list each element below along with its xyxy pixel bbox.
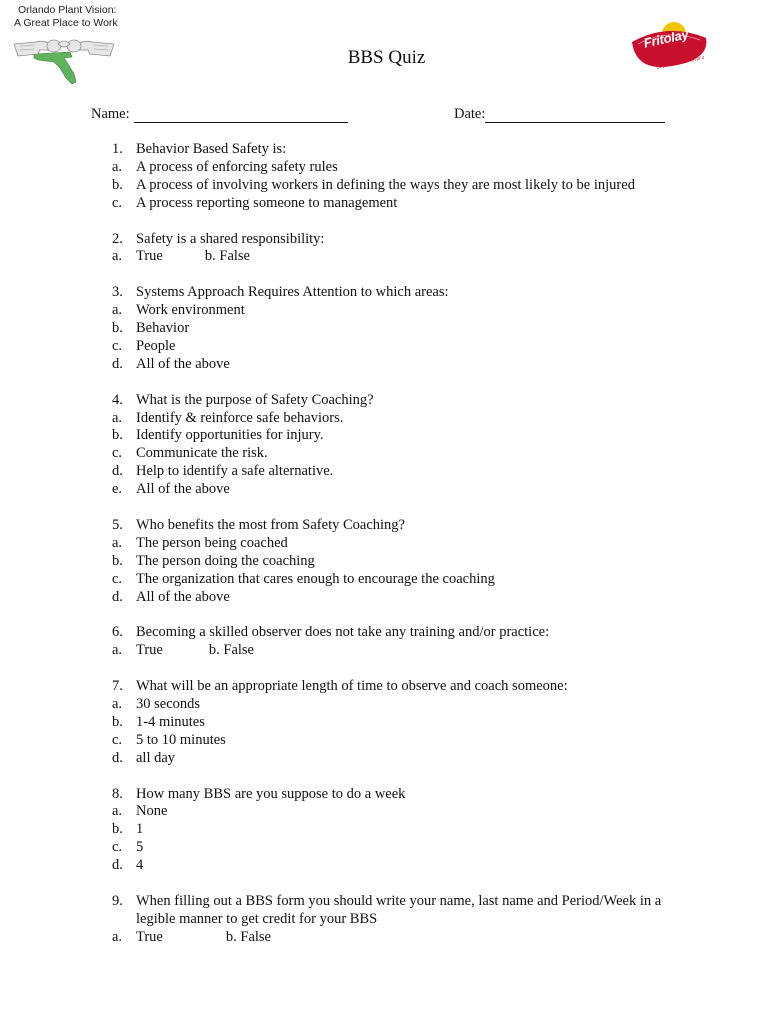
question-block	[0, 624, 768, 660]
option-text: A process of enforcing safety rules	[136, 158, 338, 175]
option-text: 4	[136, 857, 144, 874]
answer-option[interactable]	[0, 714, 768, 732]
name-field	[91, 106, 348, 123]
option-letter: c.	[112, 839, 123, 856]
option-false[interactable]: b. False	[208, 642, 254, 659]
question-stem: What is the purpose of Safety Coaching?	[136, 391, 374, 408]
option-text: The person being coached	[136, 534, 288, 551]
option-letter: b.	[112, 713, 123, 730]
question-stem: Behavior Based Safety is:	[136, 141, 287, 157]
question-block	[0, 786, 768, 876]
question-stem: What will be an appropriate length of time to observe and coach someone:	[136, 678, 568, 695]
answer-option[interactable]	[0, 177, 768, 195]
question-text	[0, 284, 768, 302]
answer-option[interactable]	[0, 857, 768, 875]
plant-vision-text	[14, 4, 118, 30]
option-letter: e.	[112, 481, 123, 498]
option-text: Help to identify a safe alternative.	[136, 463, 334, 480]
option-text: all day	[136, 749, 176, 766]
answer-option[interactable]	[0, 356, 768, 374]
question-number: 9.	[112, 892, 123, 909]
option-letter: a.	[112, 803, 123, 820]
question-text	[0, 392, 768, 410]
answer-option[interactable]	[0, 929, 768, 947]
question-number: 8.	[112, 785, 123, 802]
option-false[interactable]: b. False	[225, 928, 271, 945]
option-text: 1	[136, 821, 144, 838]
question-number: 5.	[112, 516, 123, 533]
answer-option[interactable]	[0, 410, 768, 428]
date-field	[454, 106, 665, 123]
option-letter: b.	[112, 552, 123, 569]
option-text: The organization that cares enough to encourage the coaching	[136, 570, 495, 587]
option-false[interactable]: b. False	[204, 248, 250, 265]
option-letter: c.	[112, 194, 123, 211]
option-text: Communicate the risk.	[136, 445, 268, 462]
question-stem: How many BBS are you suppose to do a week	[136, 785, 406, 802]
answer-option[interactable]	[0, 642, 768, 660]
question-block	[0, 392, 768, 499]
option-text: True	[136, 248, 163, 265]
answer-option[interactable]	[0, 302, 768, 320]
option-text: 30 seconds	[136, 696, 201, 712]
option-letter: a.	[112, 248, 123, 265]
option-text: All of the above	[136, 355, 230, 372]
option-text: Identify opportunities for injury.	[136, 427, 324, 444]
question-number: 3.	[112, 284, 123, 301]
option-text: 1-4 minutes	[136, 713, 205, 730]
brand-wordmark: Fritolay	[642, 26, 690, 51]
option-letter: a.	[112, 302, 123, 319]
option-letter: a.	[112, 158, 123, 175]
option-letter: b.	[112, 320, 123, 337]
option-letter: d.	[112, 749, 123, 766]
question-text	[0, 231, 768, 249]
answer-option[interactable]	[0, 839, 768, 857]
question-number: 1.	[112, 141, 123, 157]
question-text	[0, 141, 768, 159]
question-stem: Safety is a shared responsibility:	[136, 230, 325, 247]
question-number: 4.	[112, 391, 123, 408]
option-letter: c.	[112, 445, 123, 462]
option-letter: a.	[112, 642, 123, 659]
answer-option[interactable]	[0, 732, 768, 750]
option-text: Identify & reinforce safe behaviors.	[136, 409, 344, 426]
answer-option[interactable]	[0, 248, 768, 266]
answer-option[interactable]	[0, 463, 768, 481]
answer-option[interactable]	[0, 696, 768, 714]
question-text	[0, 517, 768, 535]
question-block	[0, 517, 768, 607]
question-stem: Becoming a skilled observer does not take any training and/or practice:	[136, 624, 550, 641]
page-title: BBS Quiz	[347, 47, 426, 68]
option-text: None	[136, 803, 168, 820]
option-letter: a.	[112, 534, 123, 551]
question-stem: When filling out a BBS form you should write your name, last name and Period/Week in a legible manner to get credit for your BBS	[136, 892, 662, 927]
answer-option[interactable]	[0, 535, 768, 553]
option-letter: a.	[112, 928, 123, 945]
answer-option[interactable]	[0, 803, 768, 821]
option-letter: a.	[112, 696, 123, 712]
answer-option[interactable]	[0, 195, 768, 213]
vision-line-2: A Great Place to Work	[14, 17, 118, 29]
answer-option[interactable]	[0, 571, 768, 589]
brand-tagline: Good fun for the fun of it	[656, 55, 705, 70]
option-letter: d.	[112, 355, 123, 372]
option-text: The person doing the coaching	[136, 552, 315, 569]
answer-option[interactable]	[0, 553, 768, 571]
question-number: 6.	[112, 624, 123, 641]
question-number: 7.	[112, 678, 123, 695]
question-stem: Who benefits the most from Safety Coaching?	[136, 516, 405, 533]
option-letter: d.	[112, 588, 123, 605]
answer-option[interactable]	[0, 445, 768, 463]
option-letter: d.	[112, 857, 123, 874]
option-text: All of the above	[136, 481, 230, 498]
question-block	[0, 284, 768, 374]
option-letter: c.	[112, 731, 123, 748]
question-block	[0, 893, 768, 947]
answer-option[interactable]	[0, 338, 768, 356]
option-text: A process of involving workers in defining the ways they are most likely to be injured	[136, 176, 635, 193]
question-block	[0, 678, 768, 768]
answer-option[interactable]	[0, 750, 768, 768]
vision-line-1: Orlando Plant Vision:	[18, 4, 117, 16]
question-number: 2.	[112, 230, 123, 247]
answer-option[interactable]	[0, 159, 768, 177]
question-text	[0, 624, 768, 642]
question-text	[0, 893, 676, 929]
option-letter: b.	[112, 427, 123, 444]
name-blank-line[interactable]	[134, 108, 348, 123]
option-text: A process reporting someone to management	[136, 194, 398, 211]
option-text: People	[136, 337, 176, 354]
question-block	[0, 141, 768, 213]
option-letter: b.	[112, 821, 123, 838]
answer-option[interactable]	[0, 427, 768, 445]
option-text: Behavior	[136, 320, 190, 337]
option-letter: c.	[112, 337, 123, 354]
quiz-question-list	[0, 141, 768, 965]
option-letter: c.	[112, 570, 123, 587]
option-text: Work environment	[136, 302, 245, 319]
option-text: 5 to 10 minutes	[136, 731, 226, 748]
answer-option[interactable]	[0, 320, 768, 338]
option-text: True	[136, 928, 163, 945]
option-text: All of the above	[136, 588, 230, 605]
answer-option[interactable]	[0, 821, 768, 839]
option-letter: d.	[112, 463, 123, 480]
question-stem: Systems Approach Requires Attention to which areas:	[136, 284, 449, 301]
answer-option[interactable]	[0, 481, 768, 499]
option-letter: b.	[112, 176, 123, 193]
option-text: True	[136, 642, 163, 659]
date-blank-line[interactable]	[485, 108, 665, 123]
answer-option[interactable]	[0, 589, 768, 607]
name-label: Name:	[91, 106, 130, 122]
date-label: Date:	[454, 106, 486, 122]
question-text	[0, 678, 768, 696]
question-block	[0, 231, 768, 267]
option-text: 5	[136, 839, 144, 856]
option-letter: a.	[112, 409, 123, 426]
question-text	[0, 786, 768, 804]
